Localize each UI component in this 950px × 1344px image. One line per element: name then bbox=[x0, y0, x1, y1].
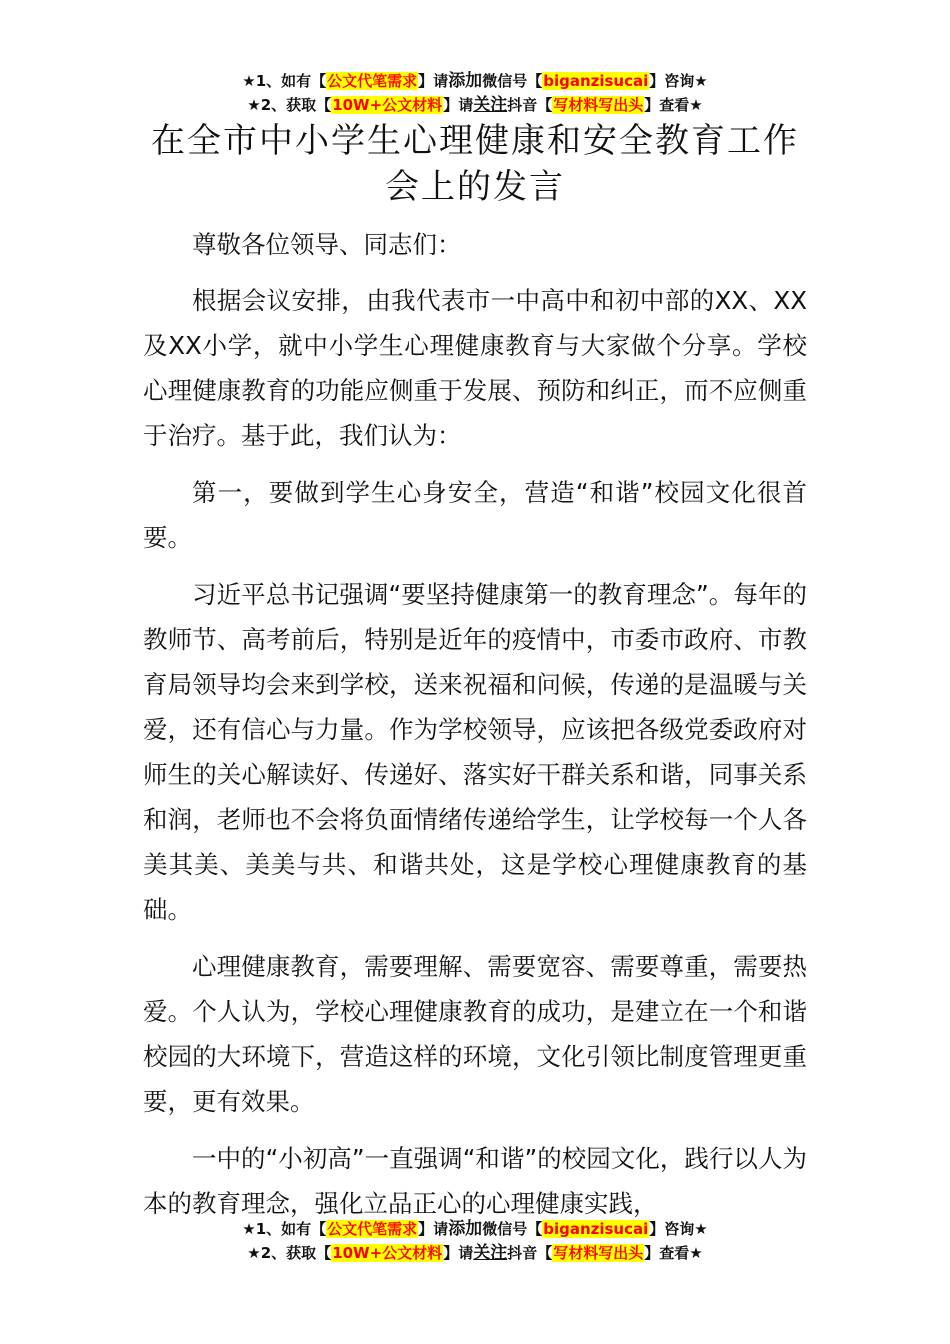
banner-highlight: 10W+公文材料 bbox=[332, 1244, 443, 1262]
banner-wechat-id: biganzisucai bbox=[543, 1220, 649, 1238]
banner-text: ★2、获取【 bbox=[247, 96, 332, 114]
document-body bbox=[143, 222, 807, 1238]
banner-emphasis: 关注 bbox=[473, 1243, 508, 1263]
banner-emphasis: 添加 bbox=[448, 71, 483, 91]
banner-highlight: 公文代笔需求 bbox=[327, 72, 418, 90]
banner-douyin-id: 写材料写出头 bbox=[553, 1244, 644, 1262]
banner-text: 抖音【 bbox=[507, 1244, 553, 1262]
banner-text: 抖音【 bbox=[507, 96, 553, 114]
banner-text: ★2、获取【 bbox=[247, 1244, 332, 1262]
banner-text: 微信号【 bbox=[482, 72, 543, 90]
banner-text: ★1、如有【 bbox=[242, 72, 327, 90]
banner-wechat-id: biganzisucai bbox=[543, 72, 649, 90]
banner-line-1 bbox=[0, 69, 950, 93]
banner-text: 】咨询★ bbox=[649, 1220, 708, 1238]
banner-text: 】请 bbox=[443, 1244, 474, 1262]
banner-emphasis: 关注 bbox=[473, 95, 508, 115]
banner-douyin-id: 写材料写出头 bbox=[553, 96, 644, 114]
paragraph: 根据会议安排，由我代表市一中高中和初中部的XX、XX及XX小学，就中小学生心理健康教育与大家做个分享。学校心理健康教育的功能应侧重于发展、预防和纠正，而不应侧重于治疗。基于此，我们认为： bbox=[143, 286, 807, 450]
banner-text: 】请 bbox=[443, 96, 474, 114]
banner-highlight: 10W+公文材料 bbox=[332, 96, 443, 114]
document-title: 在全市中小学生心理健康和安全教育工作会上的发言 bbox=[151, 121, 799, 207]
banner-line-1 bbox=[0, 1217, 950, 1241]
banner-line-2 bbox=[0, 93, 950, 117]
banner-text: 】查看★ bbox=[644, 1244, 703, 1262]
paragraph: 一中的“小初高”一直强调“和谐”的校园文化，践行以人为本的教育理念，强化立品正心的心理健康实践， bbox=[143, 1144, 807, 1218]
banner-text: 】请 bbox=[418, 72, 449, 90]
banner-text: 】查看★ bbox=[644, 96, 703, 114]
header-banner bbox=[0, 69, 950, 117]
banner-text: ★1、如有【 bbox=[242, 1220, 327, 1238]
footer-banner bbox=[0, 1217, 950, 1265]
banner-line-2 bbox=[0, 1241, 950, 1265]
banner-text: 】咨询★ bbox=[649, 72, 708, 90]
banner-text: 】请 bbox=[418, 1220, 449, 1238]
banner-text: 微信号【 bbox=[482, 1220, 543, 1238]
paragraph: 习近平总书记强调“要坚持健康第一的教育理念”。每年的教师节、高考前后，特别是近年的疫情中，市委市政府、市教育局领导均会来到学校，送来祝福和问候，传递的是温暖与关爱，还有信心与力量。作为学校领导，应该把各级党委政府对师生的关心解读好、传递好、落实好干群关系和谐，同事关系和润，老师也不会将负面情绪传递给学生，让学校每一个人各美其美、美美与共、和谐共处，这是学校心理健康教育的基础。 bbox=[143, 580, 807, 924]
paragraph: 第一，要做到学生心身安全，营造“和谐”校园文化很首要。 bbox=[143, 478, 807, 552]
banner-emphasis: 添加 bbox=[448, 1219, 483, 1239]
paragraph-greeting: 尊敬各位领导、同志们： bbox=[192, 230, 462, 259]
banner-highlight: 公文代笔需求 bbox=[327, 1220, 418, 1238]
paragraph: 心理健康教育，需要理解、需要宽容、需要尊重，需要热爱。个人认为，学校心理健康教育的成功，是建立在一个和谐校园的大环境下，营造这样的环境，文化引领比制度管理更重要，更有效果。 bbox=[143, 952, 807, 1116]
